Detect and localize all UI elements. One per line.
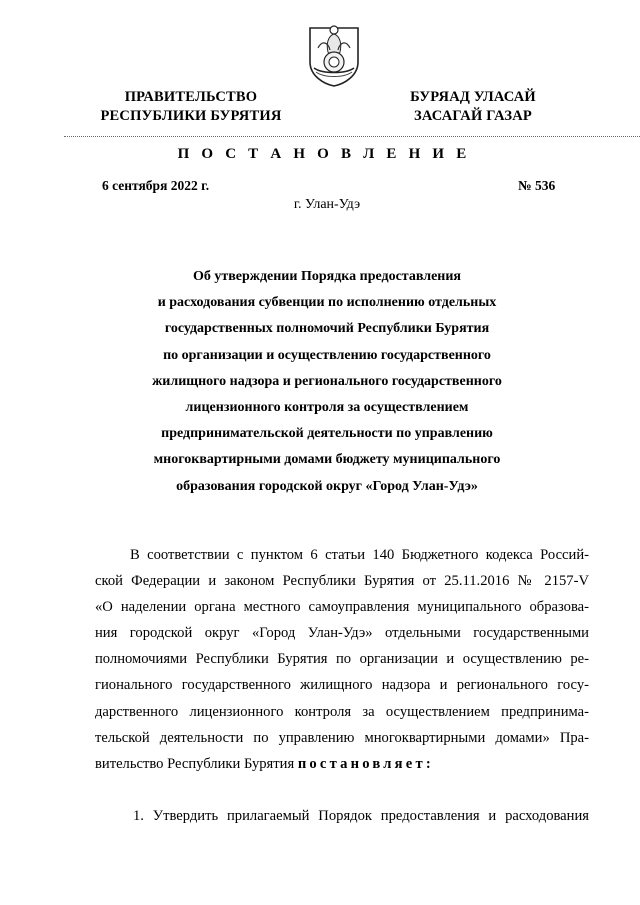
title-line: государственных полномочий Республики Бурятия [164,321,490,337]
org-left-line-2: РЕСПУБЛИКИ БУРЯТИЯ [100,108,282,124]
document-number: № 536 [518,178,556,193]
body-line: ской Федерации и законом Республики Бурятия от 25.11.2016 № 2157-V [95,573,589,590]
document-city: г. Улан-Удэ [293,197,361,212]
org-right-line-2: ЗАСАГАЙ ГАЗАР [414,108,532,124]
org-left-line-1: ПРАВИТЕЛЬСТВО [124,89,258,105]
org-right-line-1: БУРЯАД УЛАСАЙ [410,89,536,105]
body-line: В соответствии с пунктом 6 статьи 140 Бюджетного кодекса Россий- [130,547,589,563]
organization-name-bur [378,88,568,126]
title-line: лицензионного контроля за осуществлением [185,400,469,416]
body-line: дарственного лицензионного контроля за осуществлением предпринима- [95,703,589,720]
title-line: и расходования субвенции по исполнению отдельных [157,295,497,311]
coat-of-arms-emblem-icon [304,22,364,88]
document-date: 6 сентября 2022 г. [102,178,210,193]
decree-item-1 [95,803,589,829]
body-line: полномочиями Республики Бурятия по организации и осуществлению ре- [95,651,589,668]
document-type: П О С Т А Н О В Л Е Н И Е [177,146,471,162]
body-line: гионального государственного жилищного надзора и регионального госу- [95,677,589,694]
document-title [0,264,640,500]
item-1-line: 1. Утвердить прилагаемый Порядок предоставления и расходования [133,808,589,824]
organization-name-ru [80,88,302,126]
body-last-text: вительство Республики Бурятия [95,755,295,772]
body-line: ния городской округ «Город Улан-Удэ» отдельными государственными [95,625,589,642]
body-line: тельской деятельности по управлению многоквартирными домами» Пра- [95,729,589,746]
body-line: «О наделении органа местного самоуправления муниципального образова- [95,599,589,616]
body-line-last [95,751,589,777]
decree-word: постановляет: [297,755,434,772]
title-line: многоквартирными домами бюджету муниципального [153,452,501,468]
title-line: предпринимательской деятельности по управлению [161,426,493,442]
title-line: по организации и осуществлению государственного [163,347,491,363]
title-line: Об утверждении Порядка предоставления [192,269,462,284]
title-line: образования городской округ «Город Улан-Удэ» [176,478,478,494]
header-divider [64,136,640,137]
preamble-paragraph [95,542,589,777]
title-line: жилищного надзора и регионального государственного [152,373,502,389]
